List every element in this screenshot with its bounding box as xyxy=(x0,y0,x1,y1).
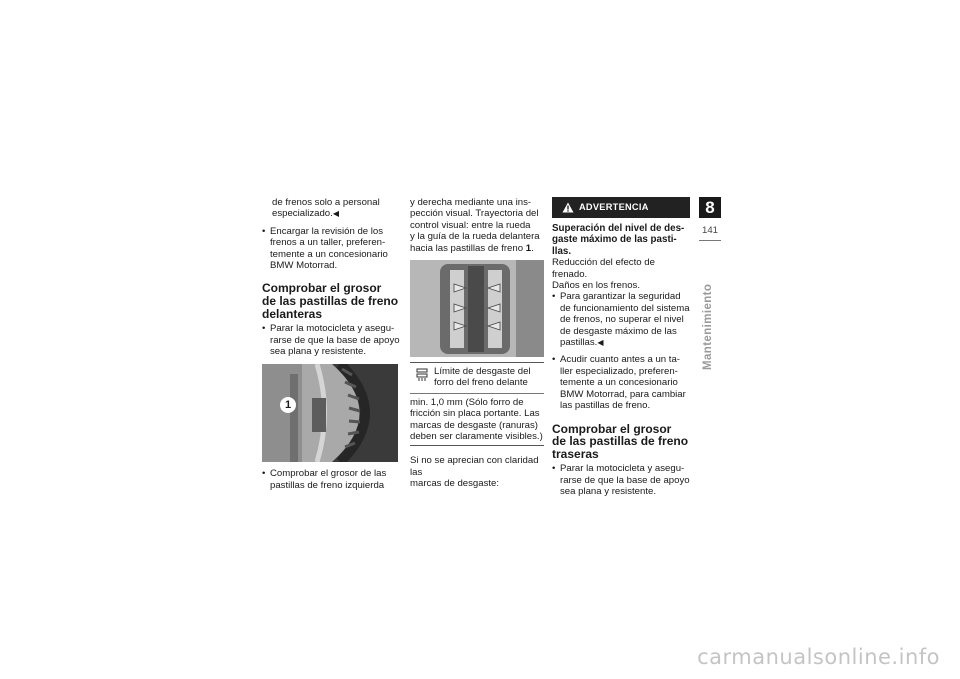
end-of-section-icon: ◀ xyxy=(597,338,604,348)
paragraph-line: marcas de desgaste: xyxy=(410,478,500,490)
list-item-line: de frenos, no superar el nivel xyxy=(560,314,684,326)
column-right xyxy=(552,197,690,498)
bullet-icon: • xyxy=(262,468,266,480)
list-item-line: rarse de que la base de apoyo xyxy=(270,334,400,346)
paragraph-line: Si no se aprecian con claridad las xyxy=(410,455,539,478)
list-item xyxy=(552,354,690,411)
intro-line: de frenos solo a personal xyxy=(272,197,380,208)
warning-text-line: Reducción del efecto de frenado. xyxy=(552,257,655,280)
watermark: carmanualsonline.info xyxy=(697,645,940,669)
page-number: 141 xyxy=(701,225,718,236)
list-item-line: de desgaste máximo de las xyxy=(560,325,677,337)
spec-value-line: fricción sin placa portante. Las xyxy=(410,408,540,420)
list-item xyxy=(552,463,690,497)
brake-pad-wear-photo xyxy=(410,260,544,357)
list-item-line: Comprobar el grosor de las xyxy=(270,468,387,480)
bullet-icon: • xyxy=(552,463,556,475)
list-item-line: pastillas de freno izquierda xyxy=(270,479,385,491)
spec-value-line: min. 1,0 mm (Sólo forro de xyxy=(410,396,524,408)
list-item xyxy=(262,226,402,272)
intro-line: especializado.◀ xyxy=(272,208,339,220)
section-heading: Comprobar el grosor de las pastillas de freno traseras xyxy=(552,421,689,461)
list-item-line: ller especializado, preferen- xyxy=(560,365,678,377)
bullet-icon: • xyxy=(262,225,266,237)
specification-box xyxy=(410,362,544,446)
front-wheel-brake-photo xyxy=(262,364,398,462)
list-item-line: sea plana y resistente. xyxy=(560,486,656,498)
list-item-line: BMW Motorrad, para cambiar xyxy=(560,388,686,400)
spec-value xyxy=(410,394,544,446)
list-item-line: BMW Motorrad. xyxy=(270,260,338,272)
list-item-line: Parar la motocicleta y asegu- xyxy=(270,323,395,335)
list-item-line: frenos a un taller, preferen- xyxy=(270,237,386,249)
list-item-line: temente a un concesionario xyxy=(560,377,678,389)
bullet-icon: • xyxy=(552,291,556,303)
list-item-line: Encargar la revisión de los xyxy=(270,225,384,237)
warning-label: ADVERTENCIA xyxy=(579,201,649,212)
spec-value-line: marcas de desgaste (ranuras) xyxy=(410,419,538,431)
list-item xyxy=(552,291,690,348)
paragraph-line: hacia las pastillas de freno 1. xyxy=(410,242,534,254)
section-heading: Comprobar el grosor de las pastillas de freno delanteras xyxy=(262,281,399,321)
chapter-number-tab: 8 xyxy=(699,197,721,218)
figure-reference: 1 xyxy=(525,242,532,254)
divider xyxy=(699,240,721,241)
end-of-section-icon: ◀ xyxy=(332,209,339,219)
list-item-line: de funcionamiento del sistema xyxy=(560,302,690,314)
brake-caliper-illustration xyxy=(410,260,544,357)
paragraph-line: pección visual. Trayectoria del xyxy=(410,208,539,220)
spec-header xyxy=(410,363,544,394)
caliper-icon xyxy=(410,366,434,389)
chapter-title-vertical: Mantenimiento xyxy=(702,283,714,370)
paragraph xyxy=(410,455,544,489)
list-item-line: temente a un concesionario xyxy=(270,248,388,260)
front-wheel-illustration xyxy=(262,364,398,462)
column-left xyxy=(262,197,402,491)
warning-triangle-icon xyxy=(562,202,574,213)
list-item-line: rarse de que la base de apoyo xyxy=(560,474,690,486)
list-item-line: Parar la motocicleta y asegu- xyxy=(560,463,685,475)
list-item-line: pastillas.◀ xyxy=(560,337,604,349)
column-middle xyxy=(410,197,544,490)
list-item-line: Para garantizar la seguridad xyxy=(560,291,681,303)
bullet-icon: • xyxy=(262,323,266,335)
list-item-line: Acudir cuanto antes a un ta- xyxy=(560,354,680,366)
bullet-icon: • xyxy=(552,354,556,366)
paragraph-line: y derecha mediante una ins- xyxy=(410,197,532,208)
paragraph-line: control visual: entre la rueda xyxy=(410,219,531,231)
figure-callout-1: 1 xyxy=(280,397,296,413)
spec-title-line: forro del freno delante xyxy=(434,377,528,389)
spec-value-line: deben ser claramente visibles.) xyxy=(410,431,543,443)
paragraph-line: y la guía de la rueda delantera xyxy=(410,231,540,243)
spec-title-line: Límite de desgaste del xyxy=(434,366,531,378)
warning-text-line: Daños en los frenos. xyxy=(552,280,640,292)
list-item xyxy=(262,323,402,357)
list-item-line: las pastillas de freno. xyxy=(560,400,651,412)
list-item xyxy=(262,468,402,491)
list-item-line: sea plana y resistente. xyxy=(270,346,366,358)
warning-title: Superación del nivel de des- gaste máximo de las pasti- llas. xyxy=(552,223,685,257)
warning-banner xyxy=(552,197,690,218)
